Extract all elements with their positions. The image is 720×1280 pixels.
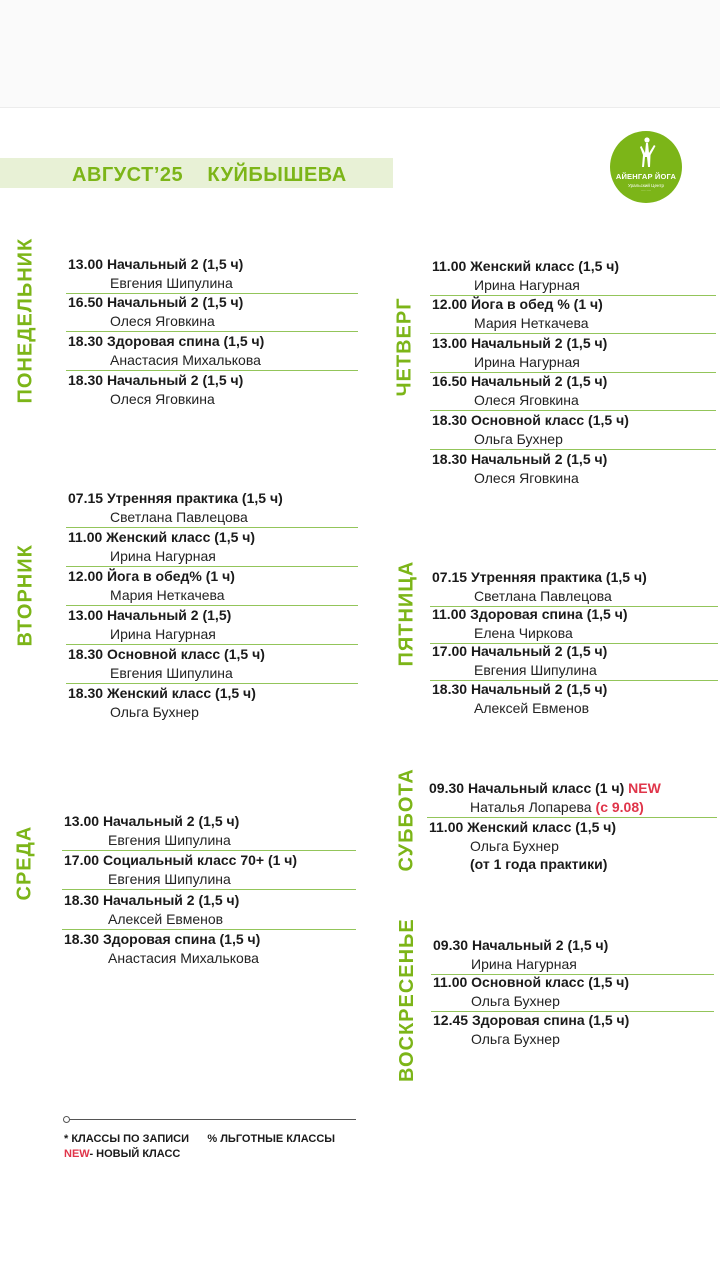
teacher-name: Евгения Шипулина bbox=[110, 275, 233, 291]
schedule-row: 13.00 Начальный 2 (1,5 ч) Ирина Нагурная bbox=[430, 334, 716, 373]
top-blank-bar bbox=[0, 0, 720, 108]
teacher-name: Евгения Шипулина bbox=[108, 871, 231, 887]
teacher-name: Ольга Бухнер bbox=[471, 993, 560, 1009]
logo-subtext: Уральский Центр bbox=[627, 183, 664, 188]
teacher-name: Светлана Павлецова bbox=[110, 509, 248, 525]
schedule-row: 18.30 Начальный 2 (1,5 ч) Олеся Яговкина bbox=[432, 451, 608, 486]
teacher-name: Олеся Яговкина bbox=[110, 391, 215, 407]
teacher-name: Ирина Нагурная bbox=[474, 277, 580, 293]
teacher-name: Евгения Шипулина bbox=[110, 665, 233, 681]
schedule-row: 11.00 Женский класс (1,5 ч) Ирина Нагурная bbox=[66, 528, 358, 567]
page-title bbox=[72, 164, 347, 187]
teacher-name: Мария Неткачева bbox=[110, 587, 225, 603]
teacher-name: Ольга Бухнер bbox=[471, 1031, 560, 1047]
schedule-row: 12.00 Йога в обед% (1 ч) Мария Неткачева bbox=[66, 567, 358, 606]
teacher-name: Ирина Нагурная bbox=[471, 956, 577, 972]
teacher-name: Евгения Шипулина bbox=[108, 832, 231, 848]
teacher-name: Мария Неткачева bbox=[474, 315, 589, 331]
teacher-name: Анастасия Михалькова bbox=[110, 352, 261, 368]
teacher-name: Светлана Павлецова bbox=[474, 588, 612, 604]
teacher-name: Ольга Бухнер bbox=[474, 431, 563, 447]
teacher-name: Евгения Шипулина bbox=[474, 662, 597, 678]
day-label-friday: ПЯТНИЦА bbox=[395, 560, 418, 667]
day-label-monday: ПОНЕДЕЛЬНИК bbox=[14, 237, 37, 404]
schedule-row: 07.15 Утренняя практика (1,5 ч) Светлана Павлецова bbox=[66, 489, 358, 528]
schedule-row: 18.30 Здоровая спина (1,5 ч) Анастасия Михалькова bbox=[64, 931, 261, 966]
start-date-note: (с 9.08) bbox=[595, 799, 644, 815]
legend-new-text: - НОВЫЙ КЛАСС bbox=[89, 1148, 181, 1160]
teacher-name: Олеся Яговкина bbox=[474, 470, 579, 486]
schedule-row: 18.30 Основной класс (1,5 ч) Ольга Бухнер bbox=[430, 411, 716, 450]
schedule-row: 17.00 Начальный 2 (1,5 ч) Евгения Шипулина bbox=[430, 642, 718, 681]
legend-line-1 bbox=[64, 1133, 335, 1145]
schedule-row: 12.00 Йога в обед % (1 ч) Мария Неткачева bbox=[430, 295, 716, 334]
schedule-row: 09.30 Начальный 2 (1,5 ч) Ирина Нагурная bbox=[431, 936, 714, 975]
legend-booking: * КЛАССЫ ПО ЗАПИСИ bbox=[64, 1133, 190, 1145]
schedule-row: 11.00 Женский класс (1,5 ч) Ирина Нагурная bbox=[430, 257, 716, 296]
day-label-saturday: СУББОТА bbox=[395, 768, 418, 872]
schedule-row: 18.30 Начальный 2 (1,5 ч) Алексей Евменов bbox=[62, 891, 356, 930]
teacher-name: Ирина Нагурная bbox=[110, 626, 216, 642]
schedule-row: 16.50 Начальный 2 (1,5 ч) Олеся Яговкина bbox=[430, 372, 716, 411]
schedule-row: 11.00 Здоровая спина (1,5 ч) Елена Чиркова bbox=[430, 605, 718, 644]
schedule-row: 13.00 Начальный 2 (1,5 ч) Евгения Шипулина bbox=[62, 812, 356, 851]
iyengar-yoga-logo bbox=[610, 131, 682, 203]
legend-divider bbox=[66, 1119, 356, 1120]
teacher-name: Олеся Яговкина bbox=[110, 313, 215, 329]
schedule-row: 18.30 Здоровая спина (1,5 ч) Анастасия Михалькова bbox=[66, 332, 358, 371]
legend-discount: % ЛЬГОТНЫЕ КЛАССЫ bbox=[207, 1133, 336, 1145]
month-label: АВГУСТ’25 bbox=[72, 164, 184, 186]
legend-new-tag: NEW bbox=[64, 1148, 90, 1160]
schedule-row: 09.30 Начальный класс (1 ч) NEW Наталья Лопарева (с 9.08) bbox=[427, 779, 717, 818]
teacher-name: Ольга Бухнер bbox=[110, 704, 199, 720]
schedule-row: 18.30 Начальный 2 (1,5 ч) Олеся Яговкина bbox=[68, 372, 244, 407]
new-badge: NEW bbox=[628, 780, 661, 796]
schedule-row: 13.00 Начальный 2 (1,5) Ирина Нагурная bbox=[66, 606, 358, 645]
teacher-name: Алексей Евменов bbox=[108, 911, 224, 927]
schedule-row: 18.30 Начальный 2 (1,5 ч) Алексей Евменов bbox=[432, 681, 608, 716]
location-label: КУЙБЫШЕВА bbox=[207, 164, 347, 186]
teacher-name: Елена Чиркова bbox=[474, 625, 573, 641]
schedule-row: 16.50 Начальный 2 (1,5 ч) Олеся Яговкина bbox=[66, 293, 358, 332]
teacher-name: Наталья Лопарева bbox=[470, 799, 592, 815]
schedule-row: 11.00 Основной класс (1,5 ч) Ольга Бухнер bbox=[431, 973, 714, 1012]
schedule-row: 18.30 Женский класс (1,5 ч) Ольга Бухнер bbox=[68, 685, 256, 720]
day-label-thursday: ЧЕТВЕРГ bbox=[393, 297, 416, 397]
day-label-wednesday: СРЕДА bbox=[13, 825, 36, 901]
teacher-name: Алексей Евменов bbox=[474, 700, 590, 716]
teacher-name: Ирина Нагурная bbox=[110, 548, 216, 564]
schedule-row: 07.15 Утренняя практика (1,5 ч) Светлана Павлецова bbox=[430, 568, 718, 607]
legend-divider-dot bbox=[63, 1116, 70, 1123]
legend-line-2 bbox=[64, 1148, 180, 1160]
day-label-tuesday: ВТОРНИК bbox=[14, 544, 37, 647]
teacher-name: Ирина Нагурная bbox=[474, 354, 580, 370]
teacher-name: Олеся Яговкина bbox=[474, 392, 579, 408]
schedule-row: 18.30 Основной класс (1,5 ч) Евгения Шипулина bbox=[66, 645, 358, 684]
schedule-row: 12.45 Здоровая спина (1,5 ч) Ольга Бухнер bbox=[433, 1012, 630, 1047]
practice-requirement-note: (от 1 года практики) bbox=[470, 856, 608, 872]
teacher-name: Ольга Бухнер bbox=[470, 838, 559, 854]
schedule-row: 11.00 Женский класс (1,5 ч) Ольга Бухнер bbox=[429, 819, 617, 854]
logo-text: АЙЕНГАР ЙОГА bbox=[615, 172, 677, 181]
schedule-row: 13.00 Начальный 2 (1,5 ч) Евгения Шипулина bbox=[66, 255, 358, 294]
schedule-row: 17.00 Социальный класс 70+ (1 ч) Евгения Шипулина bbox=[62, 851, 356, 890]
day-label-sunday: ВОСКРЕСЕНЬЕ bbox=[396, 918, 418, 1082]
teacher-name: Анастасия Михалькова bbox=[108, 950, 259, 966]
logo-small-text: ········· bbox=[640, 189, 652, 193]
